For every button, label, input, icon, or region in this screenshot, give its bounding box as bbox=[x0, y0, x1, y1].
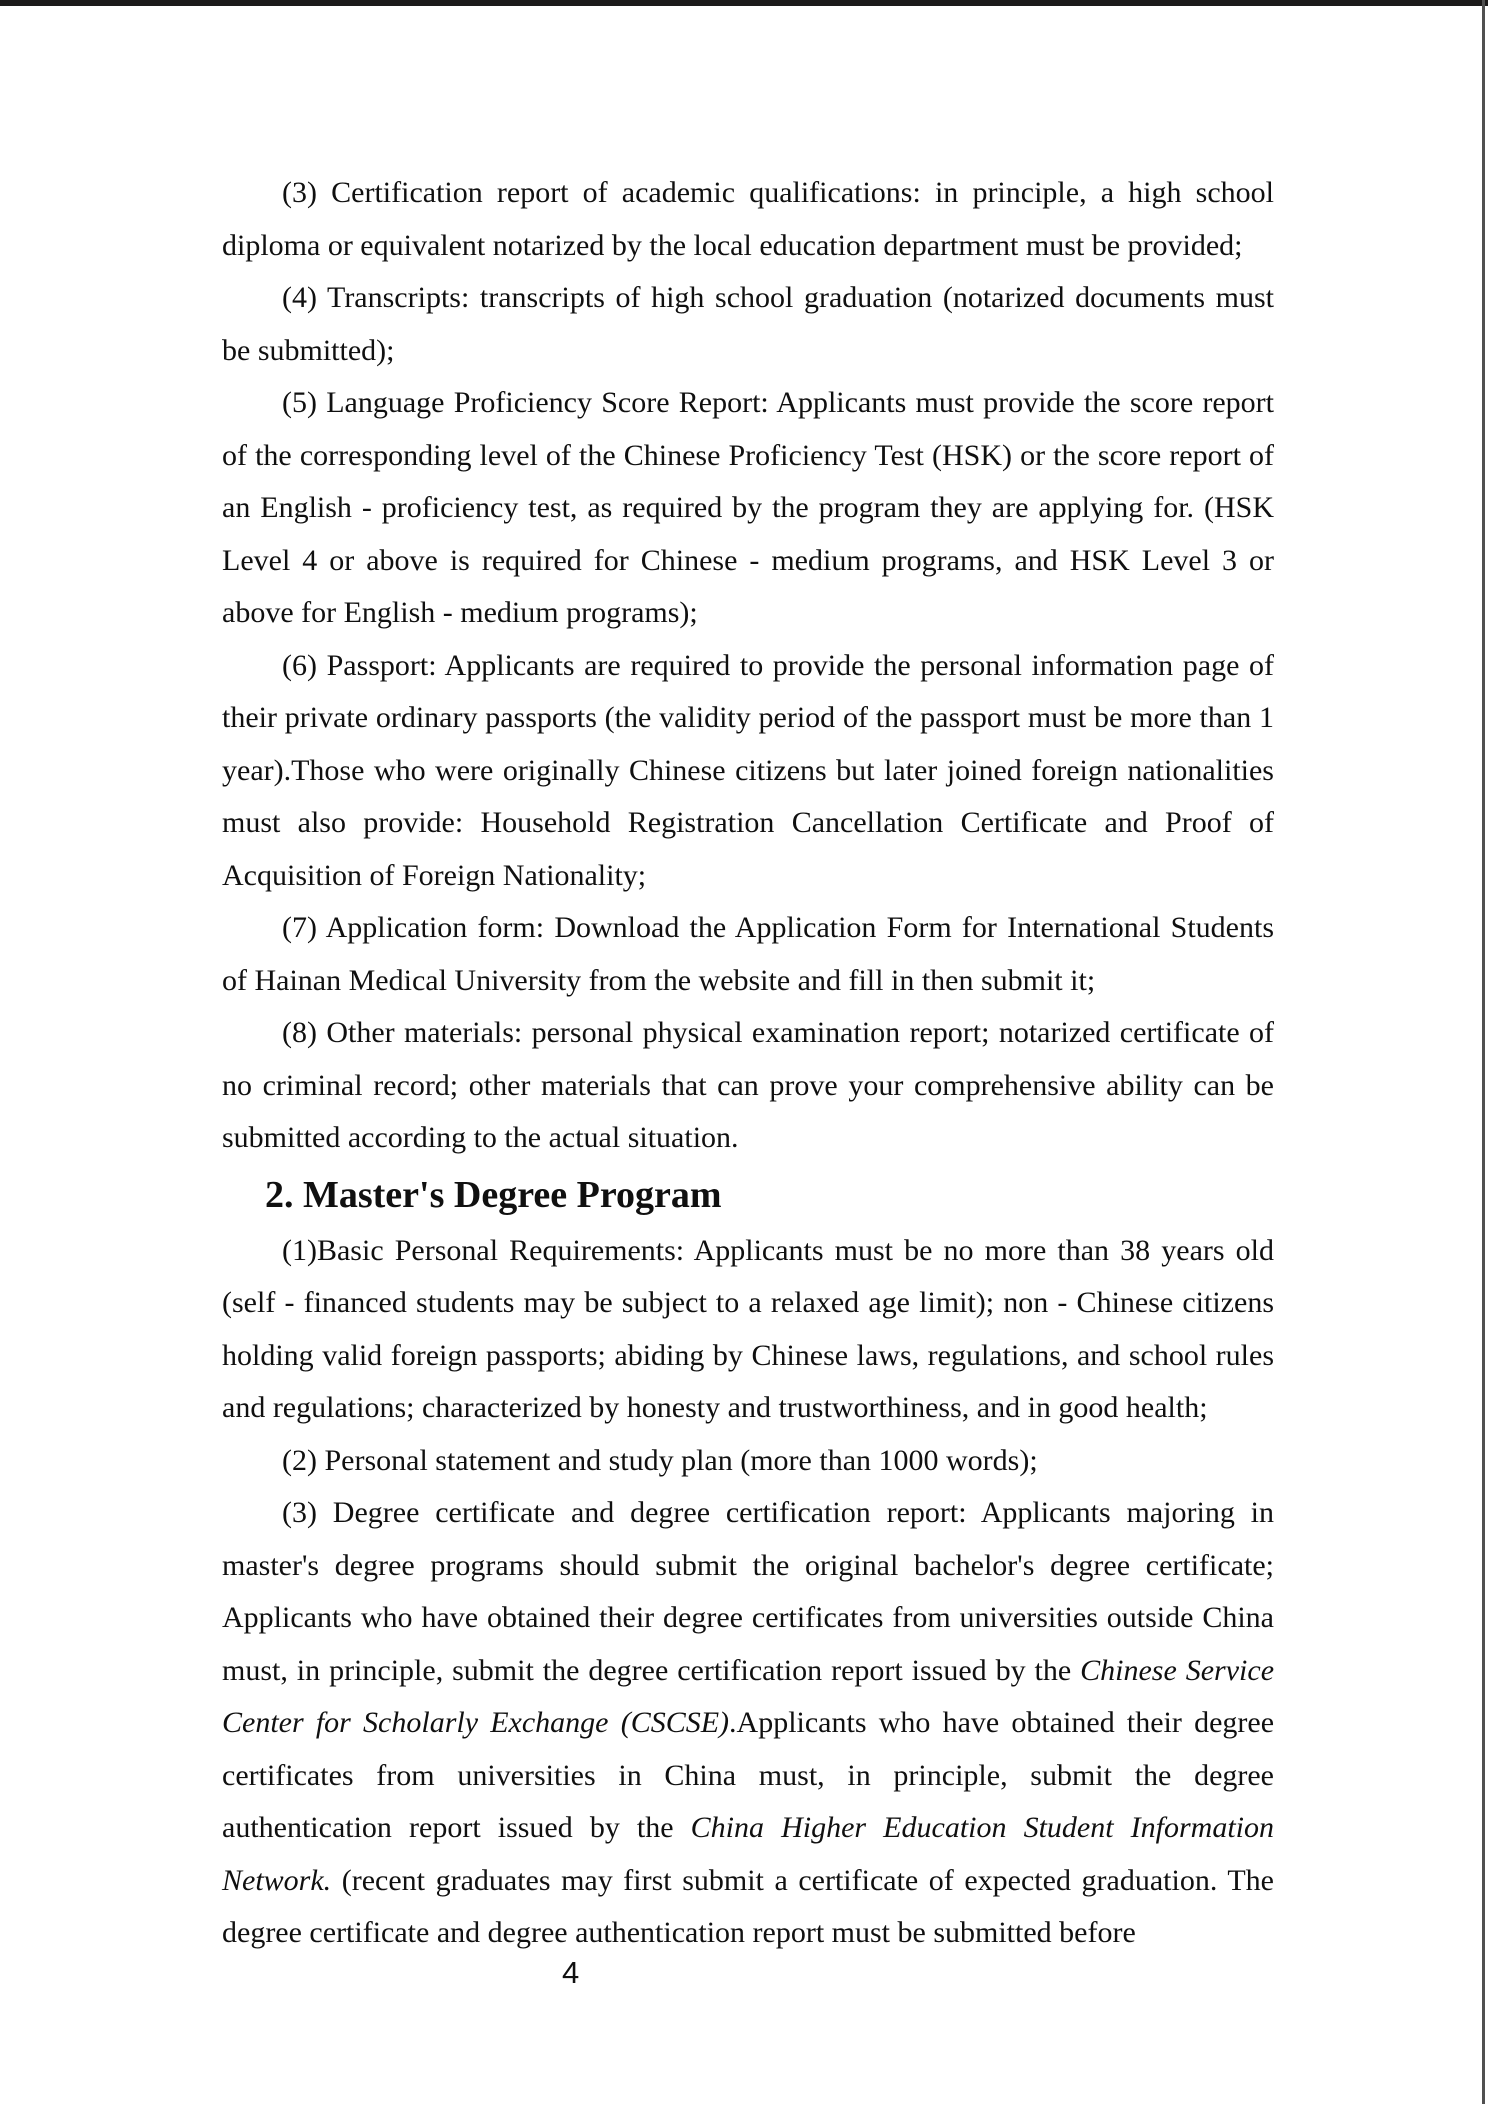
document-body bbox=[222, 167, 1274, 1960]
masters-item-3-degree-certificate: (3) Degree certificate and degree certification report: Applicants majoring in master's degree programs should submit the original bachelor's degree certificate; Applicants who have obtained their degree certificates from universities outside China must, in principle, submit the degree certification report issued by the Chinese Service Center for Scholarly Exchange (CSCSE).Applicants who have obtained their degree certificates from universities in China must, in principle, submit the degree authentication report issued by the China Higher Education Student Information Network. (recent graduates may first submit a certificate of expected graduation. The degree certificate and degree authentication report must be submitted before bbox=[222, 1496, 1275, 1949]
masters-item-1-basic-requirements: (1)Basic Personal Requirements: Applicants must be no more than 38 years old (self - financed students may be subject to a relaxed age limit); non - Chinese citizens holding valid foreign passports; abiding by Chinese laws, regulations, and school rules and regulations; characterized by honesty and trustworthiness, and in good health; bbox=[222, 1233, 1274, 1424]
item-8-other-materials: (8) Other materials: personal physical examination report; notarized certificate of no criminal record; other materials that can prove your comprehensive ability can be submitted according to the actual situation. bbox=[222, 1016, 1274, 1154]
page-top-border bbox=[0, 0, 1488, 6]
item-5-language-proficiency: (5) Language Proficiency Score Report: Applicants must provide the score report of the corresponding level of the Chinese Proficiency Test (HSK) or the score report of an English - proficiency test, as required by the program they are applying for. (HSK Level 4 or above is required for Chinese - medium programs, and HSK Level 3 or above for English - medium programs); bbox=[222, 386, 1274, 629]
page-number: 4 bbox=[562, 1955, 580, 1990]
masters-item-2-personal-statement: (2) Personal statement and study plan (more than 1000 words); bbox=[282, 1443, 1038, 1477]
item-6-passport: (6) Passport: Applicants are required to provide the personal information page of their private ordinary passports (the validity period of the passport must be more than 1 year).Those who were originally Chinese citizens but later joined foreign nationalities must also provide: Household Registration Cancellation Certificate and Proof of Acquisition of Foreign Nationality; bbox=[222, 648, 1274, 892]
item-4-transcripts: (4) Transcripts: transcripts of high school graduation (notarized documents must be submitted); bbox=[222, 281, 1274, 367]
item-7-application-form: (7) Application form: Download the Application Form for International Students of Hainan Medical University from the website and fill in then submit it; bbox=[222, 911, 1274, 997]
heading-masters-degree-program: 2. Master's Degree Program bbox=[265, 1173, 722, 1216]
item-3-certification-report: (3) Certification report of academic qualifications: in principle, a high school diploma or equivalent notarized by the local education department must be provided; bbox=[222, 176, 1274, 262]
page-right-border bbox=[1482, 0, 1485, 2104]
